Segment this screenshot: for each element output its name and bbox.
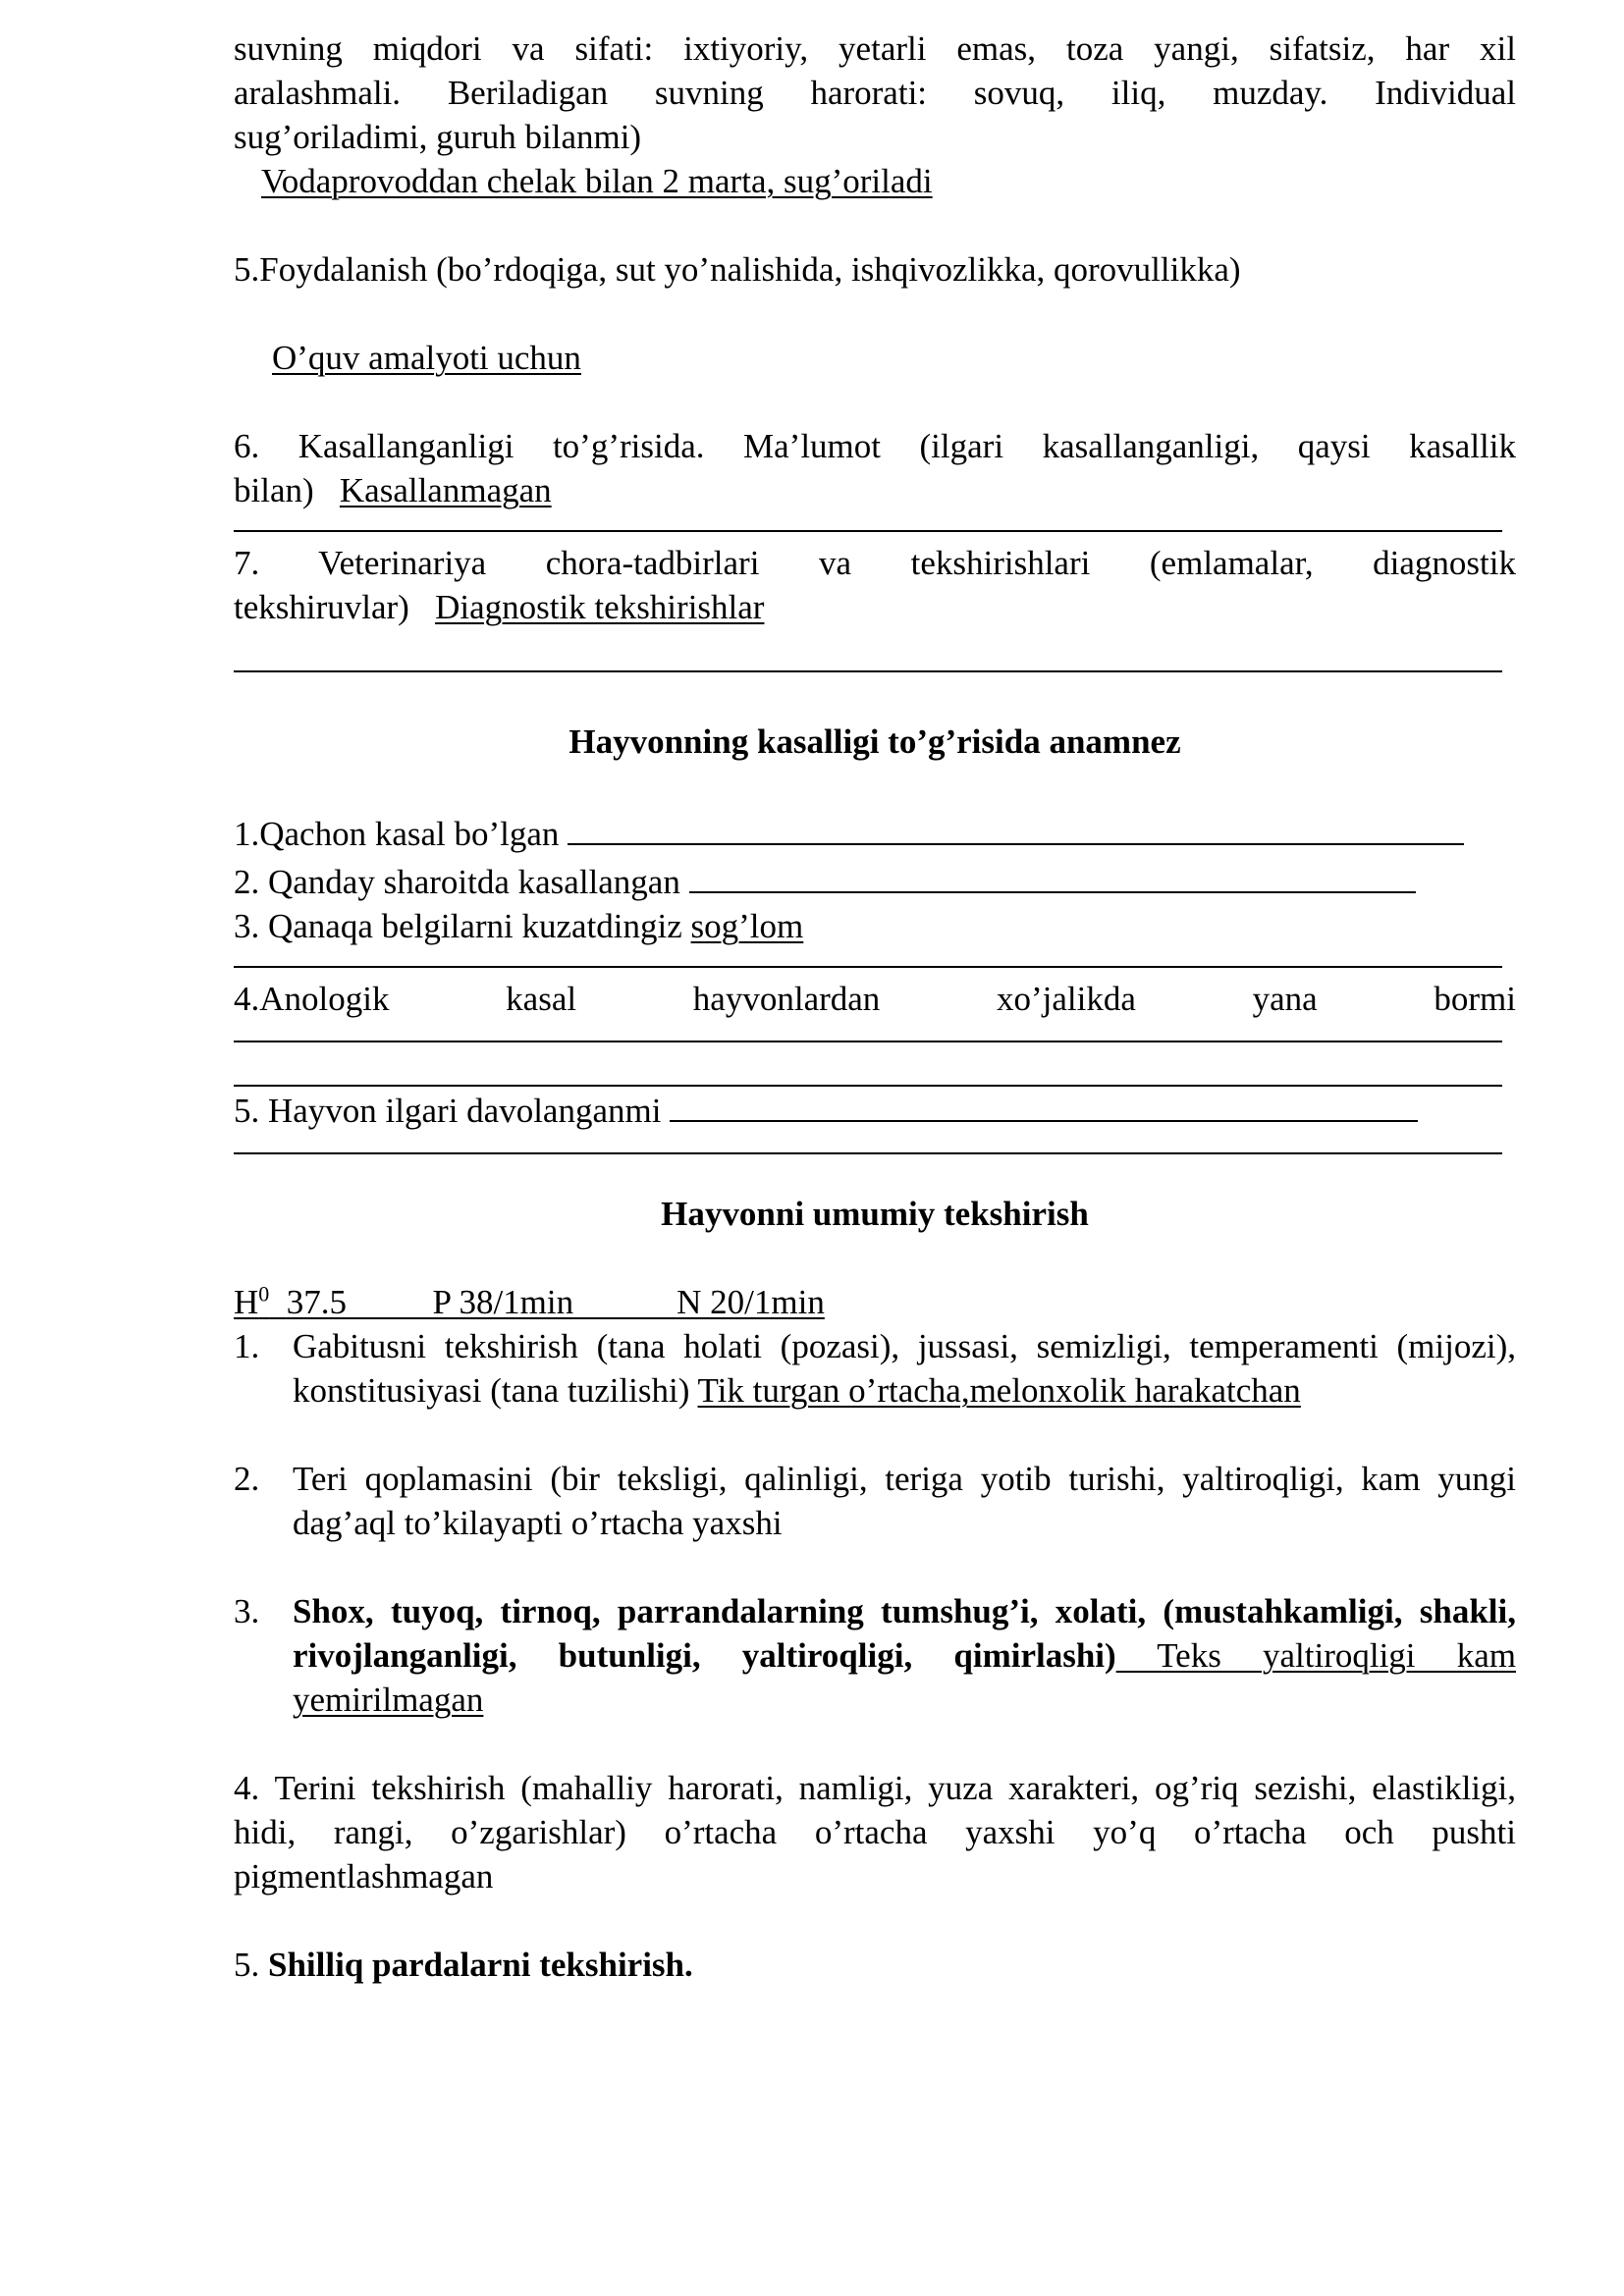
item5-text: 5.Foydalanish (bo’rdoqiga, sut yo’nalishida, ishqivozlikka, qorovullikka): [234, 250, 1241, 289]
anamnez-q3: [234, 904, 1516, 948]
exam-item-1-num: 1.: [234, 1327, 260, 1365]
exam-item-3-answer: Teks yaltiroqligi kam yemirilmagan: [293, 1636, 1516, 1719]
item6-prefix: bilan): [234, 471, 314, 509]
item6-line-1: 6. Kasallanganligi to’g’risida. Ma’lumot (ilgari kasallanganligi, qaysi kasallik: [234, 427, 1516, 465]
item5-answer-row: [234, 336, 1516, 380]
item7-line-2: [234, 585, 1516, 629]
exam-title: Hayvonni umumiy tekshirish: [661, 1195, 1089, 1233]
exam-item-1: [234, 1324, 1516, 1413]
exam-item-1-text: [293, 1324, 1516, 1413]
vitals-h-sup: 0: [258, 1281, 270, 1307]
exam-item-3-num: 3.: [234, 1592, 260, 1630]
exam-item-2-text: Teri qoplamasini (bir teksligi, qalinligi, teriga yotib turishi, yaltiroqligi, kam yungi dag’aql to’kilayapti o’rtacha yaxshi: [293, 1460, 1516, 1542]
intro-line-2: aralashmali. Beriladigan suvning harorati: sovuq, iliq, muzday. Individual: [234, 74, 1516, 112]
exam-item-5-title: Shilliq pardalarni tekshirish.: [268, 1946, 693, 1984]
anamnez-q1: [234, 808, 1516, 856]
exam-item-2: [234, 1457, 1516, 1545]
anamnez-q1-blank: [568, 808, 1464, 845]
vitals-respiration: N 20/1min: [677, 1283, 825, 1321]
exam-item-3-text: [293, 1589, 1516, 1722]
anamnez-q5-label: 5. Hayvon ilgari davolanganmi: [234, 1092, 662, 1130]
intro-answer-row: [234, 159, 1516, 203]
exam-item-5: [234, 1943, 1516, 1987]
vitals-h-label: H: [234, 1283, 259, 1321]
item7-line-1: 7. Veterinariya chora-tadbirlari va tekshirishlari (emlamalar, diagnostik: [234, 544, 1516, 582]
intro-answer: Vodaprovoddan chelak bilan 2 marta, sug’oriladi: [261, 162, 933, 200]
exam-item-1-question: Gabitusni tekshirish (tana holati (pozasi), jussasi, semizligi, temperamenti (mijozi), konstitusiyasi (tana tuzilishi): [293, 1327, 1516, 1410]
exam-item-3: [234, 1589, 1516, 1722]
vitals-pulse: P 38/1min: [432, 1283, 574, 1321]
vitals-underlined: [234, 1283, 825, 1321]
item6-line-2: [234, 468, 1516, 512]
anamnez-q3-blank-line: [234, 948, 1502, 968]
anamnez-q3-answer: sog’lom: [690, 907, 804, 945]
anamnez-q5-blank-line: [234, 1133, 1502, 1154]
anamnez-q1-label: 1.Qachon kasal bo’lgan: [234, 815, 560, 853]
anamnez-q2-blank: [689, 856, 1416, 893]
intro-line-1: suvning miqdori va sifati: ixtiyoriy, yetarli emas, toza yangi, sifatsiz, har xil: [234, 29, 1516, 68]
item6-answer: Kasallanmagan: [339, 471, 552, 509]
item7-blank-line: [234, 629, 1502, 672]
document-page: [234, 27, 1516, 1987]
exam-vitals: [234, 1280, 1516, 1324]
anamnez-q4-blank-line-1: [234, 1021, 1502, 1042]
exam-item-5-num: 5.: [234, 1946, 260, 1984]
intro-line-3: sug’oriladimi, guruh bilanmi): [234, 118, 642, 156]
anamnez-q4-blank-line-2: [234, 1042, 1502, 1087]
exam-item-3-question: Shox, tuyoq, tirnoq, parrandalarning tumshug’i, xolati, (mustahkamligi, shakli, rivojlanganligi, butunligi, yaltiroqligi, qimirlashi): [293, 1592, 1516, 1675]
item5-answer: O’quv amalyoti uchun: [272, 339, 581, 377]
anamnez-title: Hayvonning kasalligi to’g’risida anamnez: [568, 722, 1181, 761]
anamnez-q2: [234, 856, 1516, 904]
anamnez-q2-label: 2. Qanday sharoitda kasallangan: [234, 863, 680, 901]
item7-answer: Diagnostik tekshirishlar: [435, 588, 765, 626]
vitals-h-value: 37.5: [286, 1283, 348, 1321]
anamnez-q4: 4.Anologik kasal hayvonlardan xo’jalikda yana bormi: [234, 980, 1516, 1018]
exam-item-2-num: 2.: [234, 1460, 260, 1498]
item7-prefix: tekshiruvlar): [234, 588, 409, 626]
item6-blank-line: [234, 512, 1502, 532]
exam-item-1-answer: Tik turgan o’rtacha,melonxolik harakatchan: [697, 1371, 1301, 1410]
exam-item-4: 4. Terini tekshirish (mahalliy harorati, namligi, yuza xarakteri, og’riq sezishi, elastikligi, hidi, rangi, o’zgarishlar) o’rtacha o’rtacha yaxshi yo’q o’rtacha och pushti pigmentlashmagan: [234, 1769, 1516, 1896]
anamnez-q5: [234, 1085, 1516, 1133]
anamnez-q3-label: 3. Qanaqa belgilarni kuzatdingiz: [234, 907, 682, 945]
anamnez-q5-blank: [670, 1085, 1418, 1122]
